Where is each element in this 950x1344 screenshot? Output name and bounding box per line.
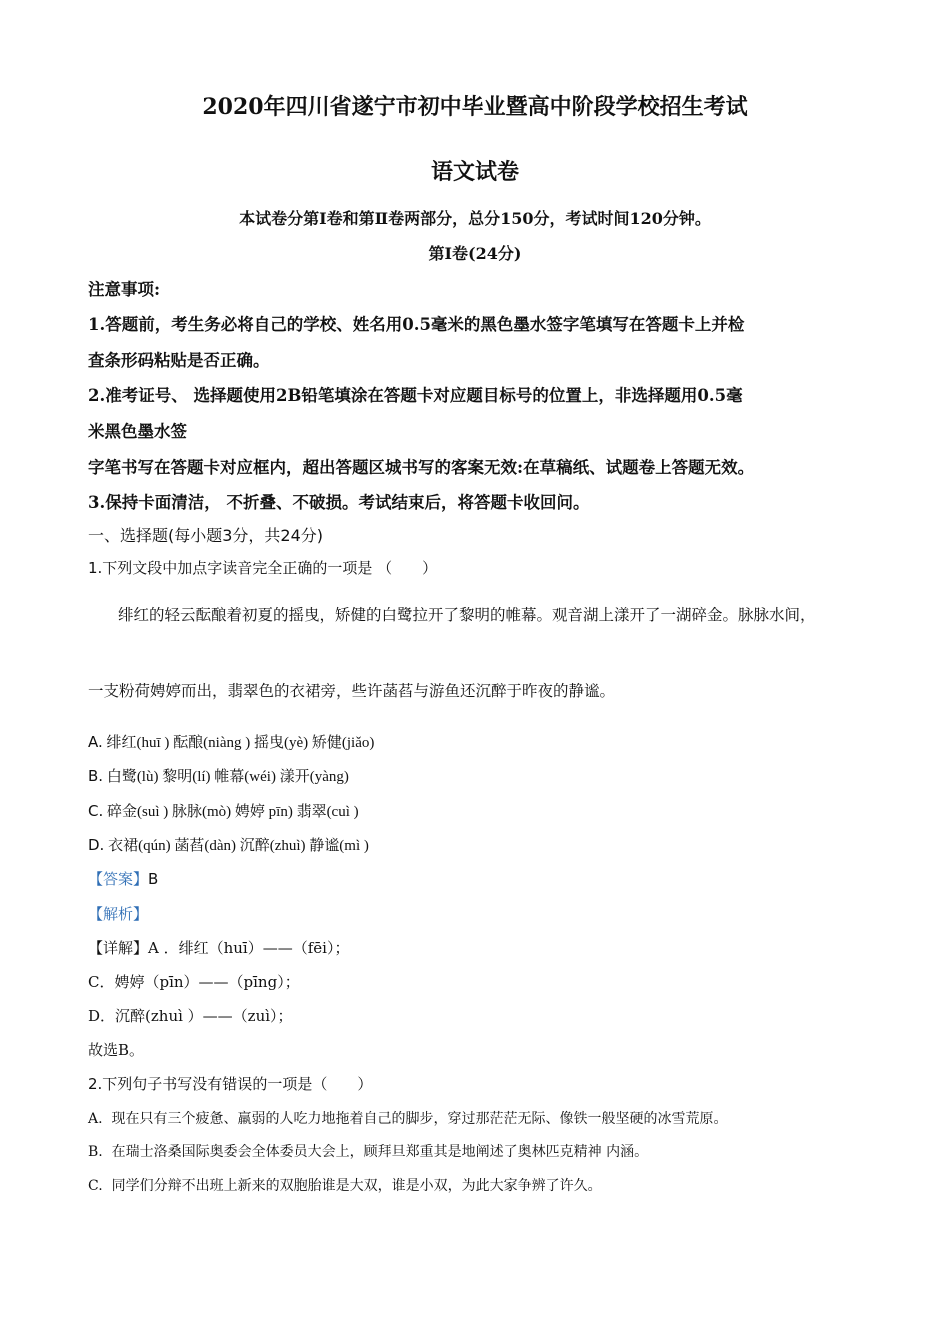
option-label: B. — [88, 767, 104, 785]
q1-option-a — [88, 731, 374, 752]
detail-line: C．娉婷（pīn）——（pīng）； — [88, 973, 300, 991]
notes-heading: 注意事项: — [88, 280, 161, 299]
answer-value: B — [148, 870, 159, 888]
answer-tag: 【答案】 — [88, 870, 149, 888]
q1-option-d — [88, 834, 369, 855]
option-text: 同学们分辩不出班上新来的双胞胎谁是大双，谁是小双，为此大家争辨了许久。 — [111, 1178, 602, 1194]
option-label: D. — [88, 836, 105, 854]
answer-row — [88, 868, 158, 889]
option-text: 衣裙(qún) 菡萏(dàn) 沉醉(zhuì) 静谧(mì ) — [108, 838, 369, 854]
q2-option-b — [88, 1141, 648, 1161]
passage-line-2: 一支粉荷娉婷而出，翡翠色的衣裙旁，些许菡萏与游鱼还沉醉于昨夜的静谧。 — [88, 682, 616, 700]
option-text: 碎金(suì ) 脉脉(mò) 娉婷 pīn) 翡翠(cuì ) — [107, 804, 359, 820]
option-text: 在瑞士洛桑国际奥委会全体委员大会上，顾拜旦郑重其是地阐述了奥林匹克精神 内涵。 — [111, 1144, 649, 1160]
exam-title: 2020年四川省遂宁市初中毕业暨高中阶段学校招生考试 — [202, 94, 748, 120]
q2-option-c — [88, 1175, 602, 1195]
option-label: A. — [88, 733, 103, 751]
note-line: 查条形码粘贴是否正确。 — [88, 351, 270, 370]
detail-line: 【详解】A ．绯红（huī）——（fēi）； — [88, 939, 350, 957]
question-1-stem: 1.下列文段中加点字读音完全正确的一项是 （ ） — [88, 559, 438, 577]
q1-option-c — [88, 800, 359, 821]
q1-option-b — [88, 765, 349, 786]
section-heading: 一、选择题(每小题3分，共24分) — [88, 526, 324, 545]
note-line: 3.保持卡面清洁， 不折叠、不破损。考试结束后，将答题卡收回问。 — [88, 493, 590, 512]
option-text: 绯红(huī ) 酝酿(niàng ) 摇曳(yè) 矫健(jiǎo) — [106, 735, 375, 751]
option-label: B. — [88, 1144, 103, 1160]
note-line: 字笔书写在答题卡对应框内，超出答题区城书写的客案无效:在草稿纸、试题卷上答题无效。 — [88, 458, 755, 477]
part-heading: 第Ⅰ卷(24分) — [428, 244, 522, 263]
note-line: 2.准考证号、 选择题使用2B铅笔填涂在答题卡对应题目标号的位置上，非选择题用0.5毫 — [88, 386, 743, 405]
question-2-stem: 2.下列句子书写没有错误的一项是（ ） — [88, 1075, 373, 1093]
detail-line: D．沉醉(zhuì ）——（zuì）； — [88, 1007, 293, 1025]
detail-line: 故选B。 — [88, 1041, 145, 1059]
exam-intro: 本试卷分第Ⅰ卷和第Ⅱ卷两部分，总分150分，考试时间120分钟。 — [239, 209, 711, 228]
passage-line-1: 绯红的轻云酝酿着初夏的摇曳，矫健的白鹭拉开了黎明的帷幕。观音湖上漾开了一湖碎金。脉脉水间， — [118, 606, 816, 624]
analysis-tag: 【解析】 — [88, 905, 149, 923]
exam-subtitle: 语文试卷 — [430, 159, 519, 185]
note-line: 米黑色墨水签 — [88, 422, 187, 441]
option-text: 现在只有三个疲惫、羸弱的人吃力地拖着自己的脚步，穿过那茫茫无际、像铁一般坚硬的冰雪荒原。 — [111, 1111, 728, 1127]
option-label: C. — [88, 1178, 103, 1194]
option-label: A. — [88, 1111, 103, 1127]
q2-option-a — [88, 1108, 727, 1128]
option-label: C. — [88, 802, 104, 820]
note-line: 1.答题前，考生务必将自己的学校、姓名用0.5毫米的黑色墨水签字笔填写在答题卡上并检 — [88, 315, 745, 334]
option-text: 白鹭(lù) 黎明(lí) 帷幕(wéi) 漾开(yàng) — [106, 769, 349, 785]
